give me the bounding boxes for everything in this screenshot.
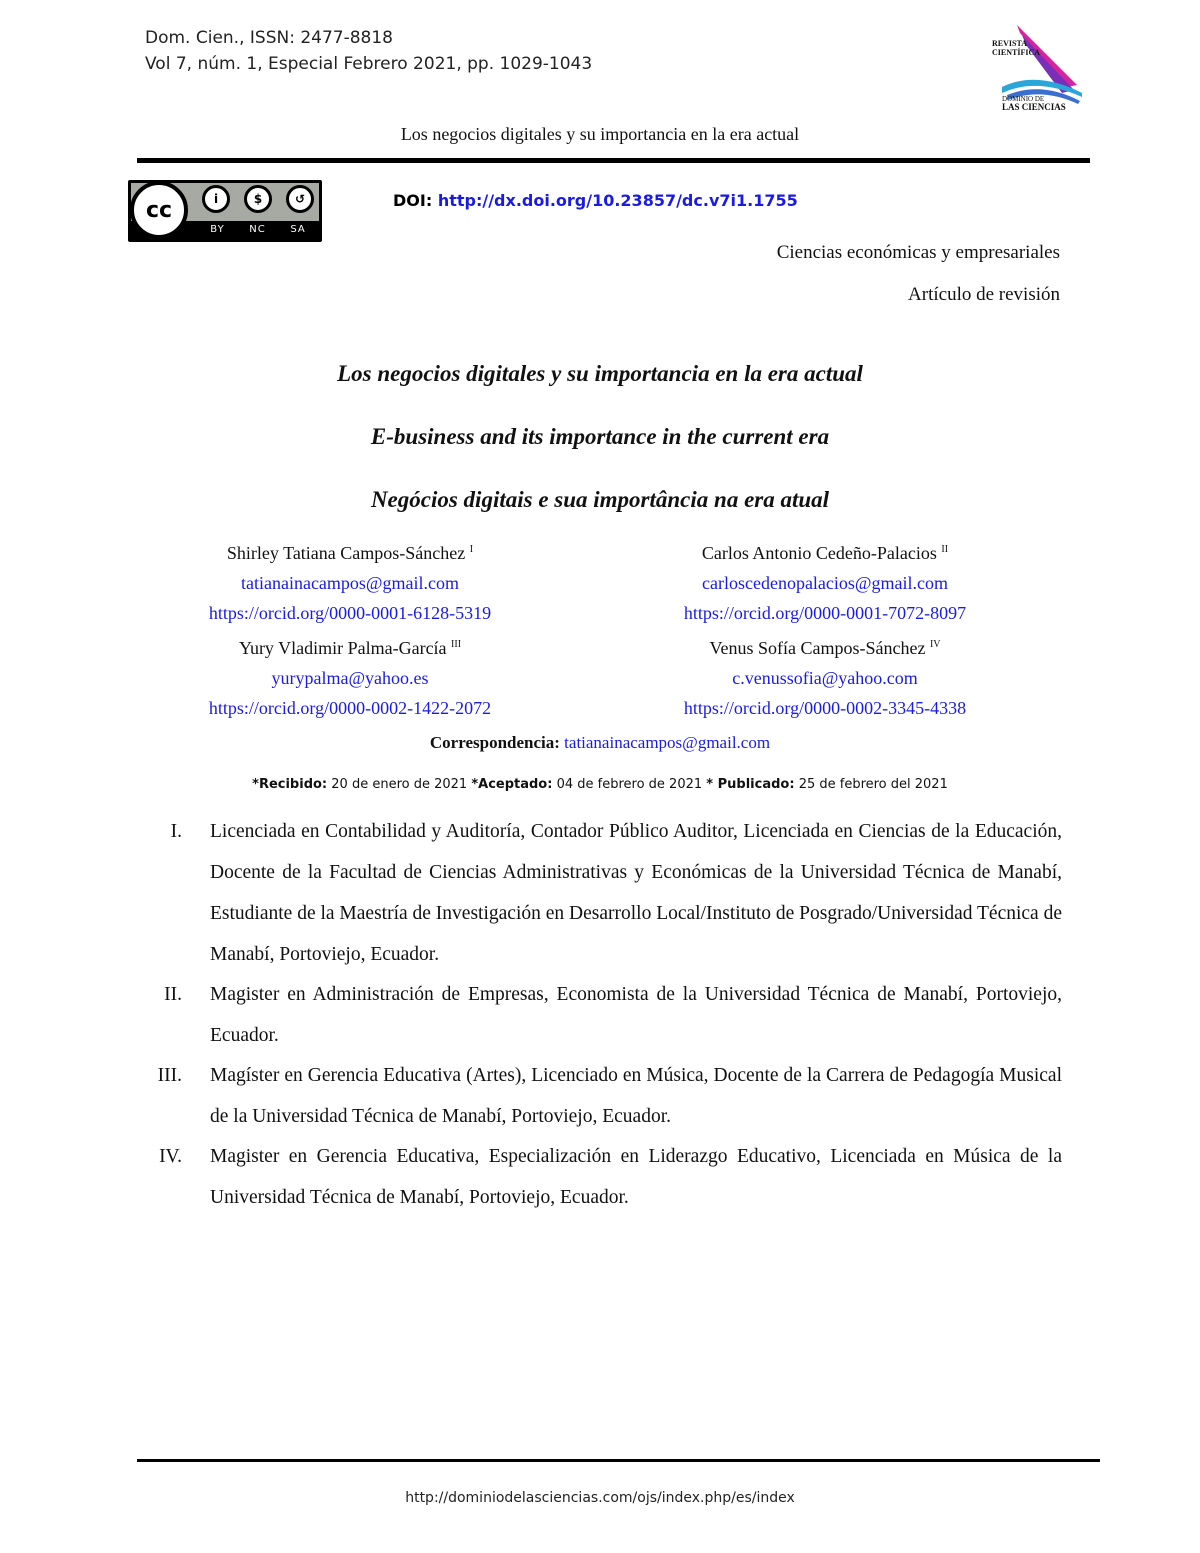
title-portuguese: Negócios digitais e sua importância na era atual [370, 487, 830, 512]
affiliation-number: III. [157, 1065, 182, 1086]
cc-icon: cc [130, 181, 188, 239]
author-email[interactable]: tatianainacampos@gmail.com [240, 573, 459, 593]
author-block [175, 630, 525, 723]
sa-icon: ↺ [286, 185, 314, 213]
author-email[interactable]: carloscedenopalacios@gmail.com [702, 573, 948, 593]
correspondence-label: Correspondencia: [429, 733, 560, 752]
doi-label: DOI: [393, 191, 438, 210]
author-orcid[interactable]: https://orcid.org/0000-0002-1422-2072 [208, 698, 492, 718]
footer-rule [137, 1459, 1100, 1462]
journal-logo [982, 15, 1092, 115]
affiliation-item [140, 974, 1062, 1056]
section-name: Ciencias económicas y empresariales [776, 242, 1060, 263]
journal-volume: Vol 7, núm. 1, Especial Febrero 2021, pp. 1029-1043 [145, 54, 593, 74]
title-english: E-business and its importance in the current era [370, 424, 830, 449]
author-block [650, 535, 1000, 628]
author-name: Yury Vladimir Palma-García $^{III}$ [238, 638, 462, 658]
affiliation-text: Magíster en Gerencia Educativa (Artes), Licenciado en Música, Docente de la Carrera de Pedagogía Musical de la Universidad Técnica de Manabí, Portoviejo, Ecuador. [210, 1065, 1062, 1127]
cc-license-badge[interactable] [128, 180, 322, 242]
affiliation-number: I. [170, 821, 182, 842]
affiliation-number: IV. [159, 1146, 182, 1167]
publication-dates: *Recibido: 20 de enero de 2021 *Aceptado: 04 de febrero de 2021 * Publicado: 25 de febrero del 2021 [252, 777, 948, 792]
affiliation-item [140, 1055, 1062, 1137]
author-name: Shirley Tatiana Campos-Sánchez $^I$ [226, 543, 474, 563]
affiliation-text: Licenciada en Contabilidad y Auditoría, Contador Público Auditor, Licenciada en Ciencias de la Educación, Docente de la Facultad de Ciencias Administrativas y Económicas de la Universidad Técnica de Manabí, Estudiante de la Maestría de Investigación en Desarrollo Local/Instituto de Posgrado/Universidad Técnica de Manabí, Portoviejo, Ecuador. [210, 821, 1062, 965]
author-email[interactable]: c.venussofia@yahoo.com [732, 668, 918, 688]
header-rule [137, 158, 1090, 163]
title-spanish: Los negocios digitales y su importancia en la era actual [337, 361, 863, 386]
author-name: Carlos Antonio Cedeño-Palacios $^{II}$ [701, 543, 949, 563]
received-date: 20 de enero de 2021 [331, 777, 468, 792]
affiliation-item [140, 811, 1062, 975]
correspondence [0, 733, 1200, 753]
affiliation-item [140, 1136, 1062, 1218]
by-icon: i [202, 185, 230, 213]
affiliation-text: Magister en Administración de Empresas, Economista de la Universidad Técnica de Manabí, Portoviejo, Ecuador. [210, 984, 1062, 1046]
published-date: 25 de febrero del 2021 [798, 777, 948, 792]
author-email[interactable]: yurypalma@yahoo.es [271, 668, 429, 688]
author-orcid[interactable]: https://orcid.org/0000-0001-7072-8097 [683, 603, 967, 623]
author-orcid[interactable]: https://orcid.org/0000-0002-3345-4338 [683, 698, 967, 718]
journal-issn: Dom. Cien., ISSN: 2477-8818 [145, 28, 394, 48]
author-name: Venus Sofía Campos-Sánchez $^{IV}$ [709, 638, 941, 658]
doi-line [393, 191, 798, 210]
footer-url[interactable]: http://dominiodelasciencias.com/ojs/index.php/es/index [405, 1490, 795, 1506]
cc-label-by: BY [210, 224, 225, 235]
nc-icon: $ [244, 185, 272, 213]
article-type: Artículo de revisión [908, 284, 1060, 305]
author-orcid[interactable]: https://orcid.org/0000-0001-6128-5319 [208, 603, 492, 623]
author-block [650, 630, 1000, 723]
doi-link[interactable]: http://dx.doi.org/10.23857/dc.v7i1.1755 [437, 191, 798, 210]
cc-label-sa: SA [290, 224, 306, 235]
author-block [175, 535, 525, 628]
accepted-date: 04 de febrero de 2021 [556, 777, 703, 792]
correspondence-email[interactable]: tatianainacampos@gmail.com [564, 733, 771, 752]
affiliation-text: Magister en Gerencia Educativa, Especialización en Liderazgo Educativo, Licenciada en Música de la Universidad Técnica de Manabí, Portoviejo, Ecuador. [210, 1146, 1062, 1208]
logo-text: REVISTA CIENTÍFICA [992, 39, 1041, 57]
affiliation-number: II. [164, 984, 182, 1005]
running-title: Los negocios digitales y su importancia en la era actual [400, 124, 800, 144]
cc-label-nc: NC [249, 224, 266, 235]
logo-text-bottom: DOMINIO DE LAS CIENCIAS [1002, 95, 1066, 112]
